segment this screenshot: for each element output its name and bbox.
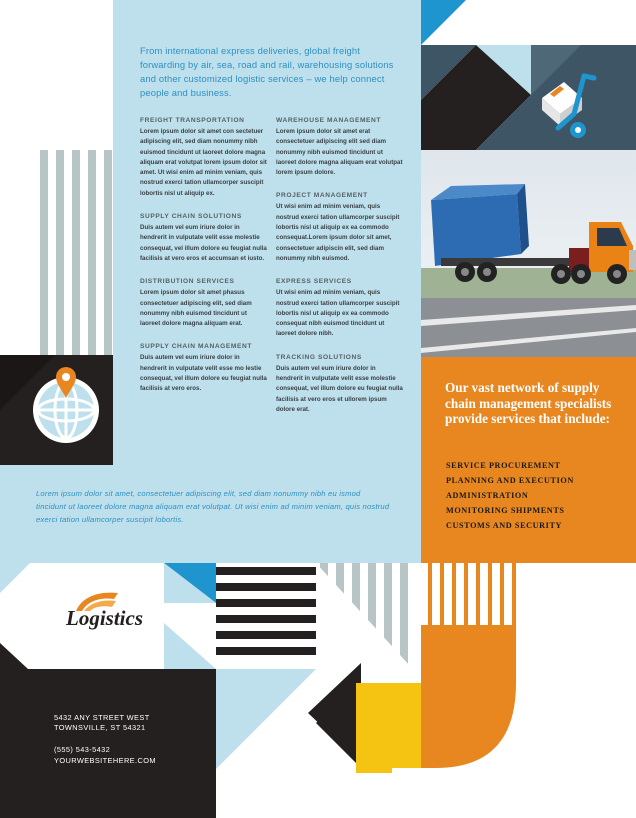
section-body: Duis autem vel eum iriure dolor in hendrerit in vulputate velit esse mo lestie consequat, vel illum dolore eu feugiat nulla facilisis at vero eros.	[140, 354, 267, 393]
section	[140, 342, 268, 394]
section-heading: DISTRIBUTION SERVICES	[140, 278, 235, 286]
left-column	[140, 116, 268, 408]
left-stripes	[40, 150, 113, 355]
intro-text: From international express deliveries, global freight forwarding by air, sea, road and rail, warehousing solutions and other customized logistic services – we help connect people and business.	[140, 45, 394, 98]
section-body: Duis autem vel eum iriure dolor in hendrerit in vulputate velit esse molestie consequat, vel illum dolore eu feugiat nulla facilisis at vero eros et ullorem ipsum dolore erat.	[276, 364, 403, 413]
website-link[interactable]: YOURWEBSITEHERE.COM	[54, 756, 156, 765]
bottom-geometric	[216, 563, 636, 818]
section	[140, 212, 268, 264]
section-body: Ut wisi enim ad minim veniam, quis nostrud exerci tation ullamcorper suscipit lobortis nisl ut aliquip ex ea commodo consequat nibh euismod tincidunt ut laoreet dolore nibh.	[276, 289, 400, 338]
globe-icon	[0, 355, 113, 465]
phone-number: (555) 543-5432	[54, 745, 111, 754]
section	[276, 277, 404, 339]
service-item: PLANNING AND EXECUTION	[446, 476, 574, 485]
hand-truck-icon	[536, 70, 606, 142]
truck-photo	[421, 150, 636, 357]
section-body: Ut wisi enim ad minim veniam, quis nostrud exerci tation ullamcorper suscipit lobortis nisl ut aliquip ex ea commodo consequat.Lorem ipsum dolor sit amet, consectetuer adipiscin elit, sed diam nonummy nibh euismod.	[276, 203, 400, 262]
section-body: Duis autem vel eum iriure dolor in hendrerit in vulputate velit esse molestie consequat, vel illum dolore eu feugiat nulla facilisis at vero eros et accumsan et iusto.	[140, 224, 267, 262]
address-street: 5432 ANY STREET WEST	[54, 713, 150, 722]
section-heading: TRACKING SOLUTIONS	[276, 353, 362, 361]
section-body: Lorem ipsum dolor sit amet phasus consectetuer adipiscing elit, sed diam nonummy nibh euismod tincidunt ut laoreet dolore magna aliquam erat.	[140, 289, 252, 328]
section-heading: FREIGHT TRANSPORTATION	[140, 117, 245, 124]
section	[276, 116, 404, 178]
section	[140, 116, 268, 199]
network-heading: Our vast network of supply chain management specialists provide services that include:	[445, 380, 612, 426]
service-item: CUSTOMS AND SECURITY	[446, 521, 563, 530]
logo-wordmark: Logistics	[66, 606, 143, 630]
right-column	[276, 116, 404, 428]
service-item: MONITORING SHIPMENTS	[446, 506, 565, 515]
section-heading: PROJECT MANAGEMENT	[276, 192, 368, 200]
section-heading: SUPPLY CHAIN MANAGEMENT	[140, 343, 252, 351]
section-heading: EXPRESS SERVICES	[276, 278, 352, 286]
footer-paragraph: Lorem ipsum dolor sit amet, consectetuer adipiscing elit, sed diam nonummy nibh eu ismod tincidunt ut laoreet dolore magna aliquam erat volutpat. Ut wisi enim ad minim veniam, quis nostrud exerci tation ullamcorper suscipit lobortis.	[36, 489, 390, 524]
section	[276, 191, 404, 264]
section-body: Lorem ipsum dolor sit amet con sectetuer adipiscing elit, sed diam nonummy nibh euismod tincidunt ut laoreet dolore magna aliquam erat volutpat lorem ipsum dolor sit amet. Ut wisi enim ad minim veniam, quis nostrud exerci tation ullamcorper suscipit lobortis nisl ut aliquip ex.	[140, 128, 267, 197]
section-body: Lorem ipsum dolor sit amet erat consectetuer adipiscing elit sed diam nonummy nibh euismod tincidunt ut laoreet dolore magna aliquam erat volutpat lorem ipsum dolore.	[276, 128, 403, 177]
section	[276, 353, 404, 415]
section	[140, 277, 268, 329]
contact-panel	[0, 669, 216, 818]
section-heading: SUPPLY CHAIN SOLUTIONS	[140, 213, 242, 221]
service-item: ADMINISTRATION	[446, 491, 529, 500]
service-item: SERVICE PROCUREMENT	[446, 461, 561, 470]
section-heading: WAREHOUSE MANAGEMENT	[276, 117, 382, 124]
address-city: TOWNSVILLE, ST 54321	[54, 723, 146, 732]
